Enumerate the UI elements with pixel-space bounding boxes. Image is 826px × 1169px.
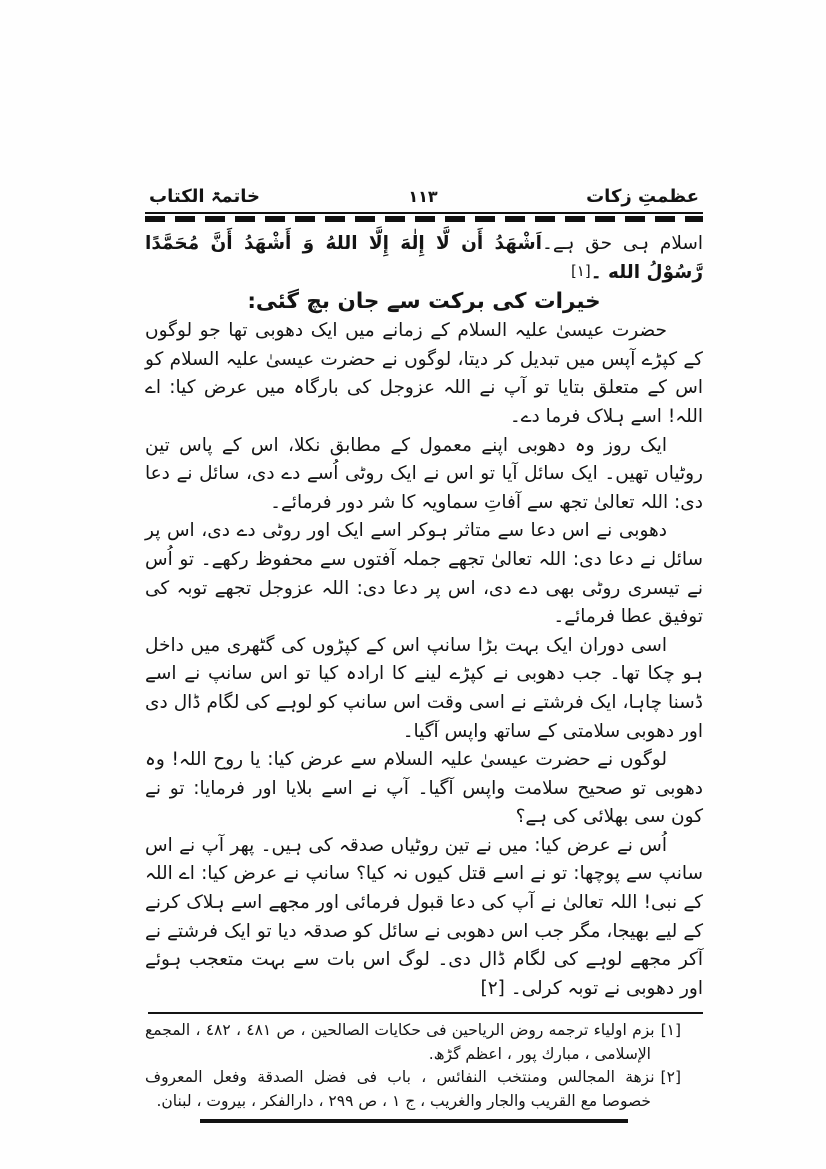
paragraph: حضرت عیسیٰ علیہ السلام کے زمانے میں ایک دھوبی تھا جو لوگوں کے کپڑے آپس میں تبدیل کر دیتا، لوگوں نے حضرت عیسیٰ علیہ السلام کو اس کے متعلق بتایا تو آپ نے اللہ عزوجل کی بارگاہ میں عرض کیا: اے اللہ! اسے ہلاک فرما دے۔	[145, 320, 703, 427]
body-text	[145, 230, 703, 1003]
footnotes	[145, 1019, 703, 1113]
footnote-2-text: نزهة المجالس ومنتخب النفائس ، باب فى فضل الصدقة وفعل المعروف خصوصا مع القريب والجار والغريب ، ج ۱ ، ص ۲۹۹ ، دارالفكر ، بيروت ، لبنان.	[145, 1068, 655, 1110]
paragraph: ایک روز وہ دھوبی اپنے معمول کے مطابق نکلا، اس کے پاس تین روٹیاں تھیں۔ ایک سائل آیا تو اس نے ایک روٹی اُسے دے دی، سائل نے دعا دی: اللہ تعالیٰ تجھ سے آفاتِ سماویہ کا شر دور فرمائے۔	[145, 434, 703, 513]
opening-line	[145, 230, 703, 287]
footnote-separator-rule	[148, 1012, 703, 1014]
paragraph: دھوبی نے اس دعا سے متاثر ہوکر اسے ایک اور روٹی دے دی، اس پر سائل نے دعا دی: اللہ تعالیٰ تجھے جملہ آفتوں سے محفوظ رکھے۔ تو اُس نے تیسری روٹی بھی دے دی، اس پر دعا دی: اللہ عزوجل تجھے توبہ کی توفیق عطا فرمائے۔	[145, 520, 703, 628]
header-rule-thin-line	[145, 212, 703, 214]
section-heading: خیرات کی برکت سے جان بچ گئی:	[247, 289, 601, 315]
page-content	[145, 186, 703, 1123]
opening-urdu-text: اسلام ہی حق ہے۔	[542, 233, 703, 254]
footnote-ref-1: [۱]	[570, 261, 591, 280]
shahada-arabic-text: اَشْهَدُ أَن لَّا إِلٰهَ إِلَّا اللهُ وَ أَشْهَدُ أَنَّ مُحَمَّدًا رَّسُوْلُ الله ۔	[145, 233, 703, 283]
header-rule	[145, 212, 703, 222]
page-number: ۱۱۳	[408, 187, 438, 206]
footnote-2	[145, 1066, 681, 1113]
header-rule-dashed-line	[145, 216, 703, 222]
running-head-book-title: عظمتِ زکات	[586, 186, 699, 207]
footnote-1-text: بزم اولياء ترجمه روض الرياحين فى حكايات الصالحين ، ص ٤٨١ ، ٤٨٢ ، المجمع الإسلامى ، مبارك پور ، اعظم گڑھ.	[145, 1021, 655, 1063]
paragraph: لوگوں نے حضرت عیسیٰ علیہ السلام سے عرض کیا: یا روح اللہ! وہ دھوبی تو صحیح سلامت واپس آگیا۔ آپ نے اسے بلایا اور فرمایا: تو نے کون سی بھلائی کی ہے؟	[145, 749, 703, 828]
paragraph: اُس نے عرض کیا: میں نے تین روٹیاں صدقہ کی ہیں۔ پھر آپ نے اس سانپ سے پوچھا: تو نے اسے قتل کیوں نہ کیا؟ سانپ نے عرض کیا: اے اللہ کے نبی! اللہ تعالیٰ نے آپ کی دعا قبول فرمائی اور مجھے اسے ہلاک کرنے کے لیے بھیجا، مگر جب اس دھوبی نے سائل کو صدقہ دیا تو ایک فرشتے نے آکر مجھے لوہے کی لگام ڈال دی۔ لوگ اس بات سے بہت متعجب ہوئے اور دھوبی نے توبہ کرلی۔ [۲]	[145, 834, 703, 999]
footnote-1	[145, 1019, 681, 1066]
running-head-section-title: خاتمۃ الکتاب	[149, 186, 260, 207]
footnote-2-marker: [۲]	[660, 1068, 681, 1087]
paragraph: اسی دوران ایک بہت بڑا سانپ اس کے کپڑوں کی گٹھری میں داخل ہو چکا تھا۔ جب دھوبی نے کپڑے لینے کا ارادہ کیا تو اس سانپ نے اسے ڈسنا چاہا، ایک فرشتے نے اسی وقت اس سانپ کو لوہے کی لگام ڈال دی اور دھوبی سلامتی کے ساتھ واپس آگیا۔	[145, 634, 703, 742]
running-head	[145, 186, 703, 207]
bottom-rule	[200, 1119, 628, 1123]
footnote-1-marker: [۱]	[660, 1021, 682, 1040]
